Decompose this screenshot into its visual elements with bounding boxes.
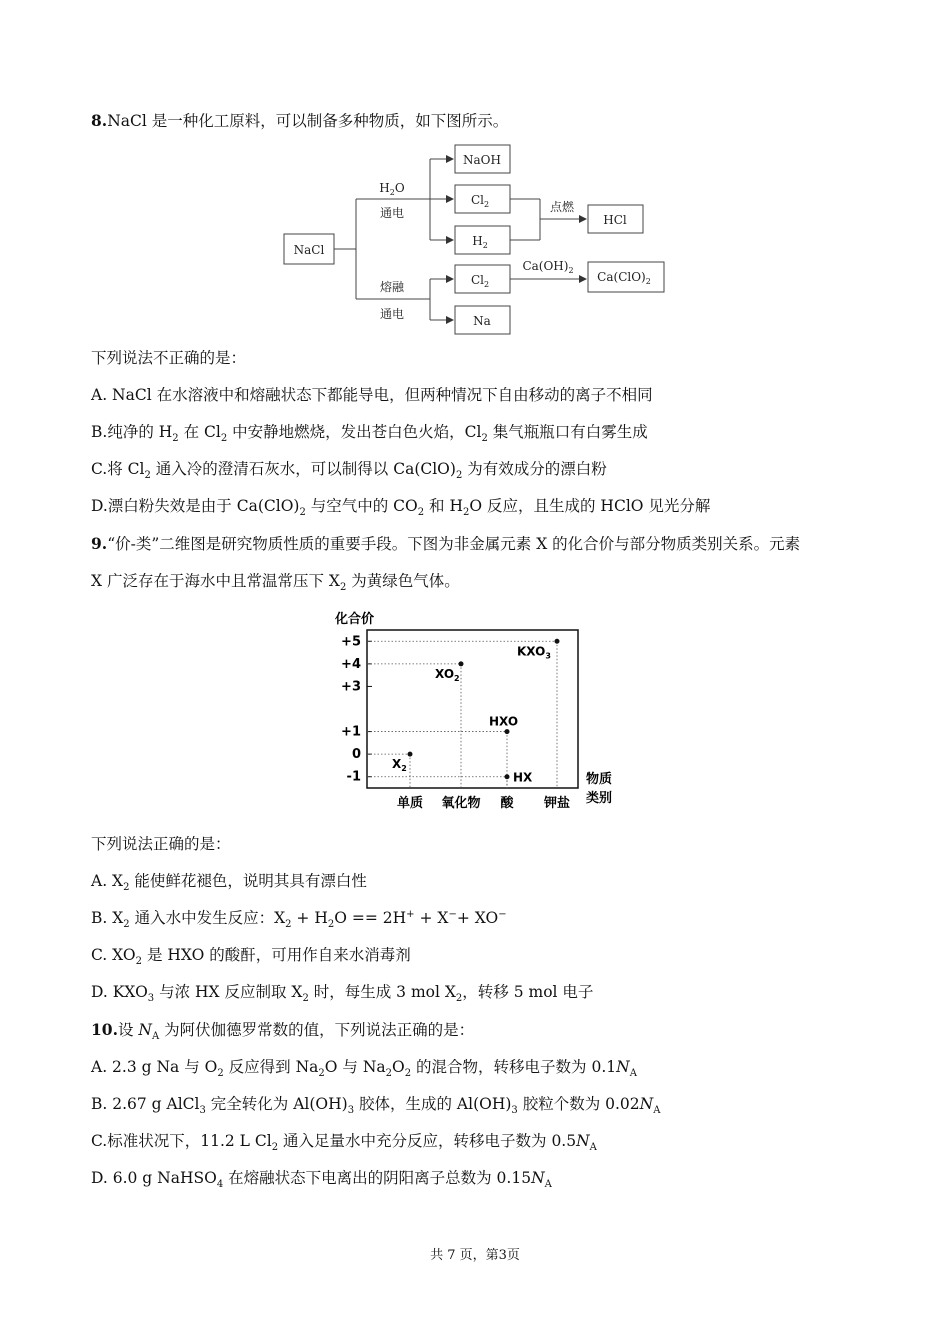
q9-stem-line1: 9.“价-类”二维图是研究物质性质的重要手段。下图为非金属元素 X 的化合价与部分物质类别关系。元素 <box>91 534 801 553</box>
cond-ignite: 点燃 <box>549 200 575 214</box>
box-hcl <box>588 205 643 233</box>
label-nacl: NaCl <box>293 243 325 257</box>
box-cl2-upper <box>455 185 510 213</box>
label-cl2-upper: $Cl_2$ <box>470 193 490 209</box>
chart-y-axis-label: 化合价 <box>335 612 375 627</box>
data-label: HX <box>513 770 533 785</box>
label-h2: $H_2$ <box>472 234 488 250</box>
y-tick-label: +4 <box>341 656 361 672</box>
data-label: $X_2$ <box>392 757 407 774</box>
q8-option-b: B.纯净的 $H_2$ 在 $Cl_2$ 中安静地燃烧，发出苍白色火焰，$Cl_2$ 集气瓶瓶口有白雾生成 <box>91 423 648 445</box>
cond-caoh2: $Ca(OH)_2$ <box>522 259 574 275</box>
q10-stem: 10.设 $N_A$ 为阿伏伽德罗常数的值，下列说法正确的是： <box>91 1020 475 1043</box>
box-nacl <box>284 234 334 264</box>
q9-option-d: D. $KXO_3$ 与浓 HX 反应制取 $X_2$ 时，每生成 3 mol $X_2$，转移 5 mol 电子 <box>91 983 594 1005</box>
x-tick-label: 钾盐 <box>543 796 571 811</box>
q9-stem-line2: X 广泛存在于海水中且常温常压下 $X_2$ 为黄绿色气体。 <box>91 572 460 594</box>
label-naoh: NaOH <box>463 153 501 167</box>
x-tick-label: 单质 <box>396 796 424 811</box>
y-tick-label: -1 <box>346 769 361 785</box>
label-cl2-lower: $Cl_2$ <box>470 273 490 289</box>
box-na <box>455 306 510 334</box>
box-cl2-lower <box>455 265 510 293</box>
q9-prompt: 下列说法正确的是： <box>91 835 231 853</box>
y-tick-label: +5 <box>341 634 361 650</box>
box-caclo2 <box>588 262 664 292</box>
cond-h2o: $H_2O$ <box>379 181 405 197</box>
data-point <box>459 661 464 666</box>
y-tick-label: +1 <box>341 724 361 740</box>
label-hcl: HCl <box>603 213 627 227</box>
y-tick-label: +3 <box>341 679 361 695</box>
data-point <box>408 752 413 757</box>
x-axis-label-line1: 物质 <box>586 772 613 787</box>
q10-option-c: C.标准状况下，11.2 L $Cl_2$ 通入足量水中充分反应，转移电子数为 $0.5N_A$ <box>91 1132 597 1154</box>
q8-option-a: A. NaCl 在水溶液中和熔融状态下都能导电，但两种情况下自由移动的离子不相同 <box>91 386 653 404</box>
chart-plot-frame <box>367 630 578 788</box>
box-h2 <box>455 226 510 254</box>
data-point <box>505 774 510 779</box>
q10-option-d: D. 6.0 g NaHSO$_4$ 在熔融状态下电离出的阴阳离子总数为 $0.15N_A$ <box>91 1169 552 1191</box>
cond-electrolysis-upper: 通电 <box>379 206 405 220</box>
chart-x-axis-label <box>586 771 612 806</box>
x-axis-label-line2: 类别 <box>586 791 613 806</box>
label-caclo2: $Ca(ClO)_2$ <box>597 270 651 286</box>
q10-option-a: A. 2.3 g Na 与 $O_2$ 反应得到 $Na_2O$ 与 $Na_2O_2$ 的混合物，转移电子数为 $0.1N_A$ <box>91 1058 637 1080</box>
data-point <box>505 729 510 734</box>
x-tick-label: 氧化物 <box>441 796 481 811</box>
q8-prompt: 下列说法不正确的是： <box>91 349 247 367</box>
data-label: $XO_2$ <box>435 666 460 683</box>
cond-electrolysis-lower: 通电 <box>379 307 405 321</box>
q9-option-c: C. $XO_2$ 是 HXO 的酸酐，可用作自来水消毒剂 <box>91 946 411 968</box>
q9-option-b: B. $X_2$ 通入水中发生反应：$X_2 + H_2O == 2H^+ + X^-+ XO^-$ <box>91 908 507 931</box>
q9-option-a: A. $X_2$ 能使鲜花褪色，说明其具有漂白性 <box>91 872 367 894</box>
q10-option-b: B. 2.67 g AlCl$_3$ 完全转化为 $Al(OH)_3$ 胶体，生成的 $Al(OH)_3$ 胶粒个数为 $0.02N_A$ <box>91 1095 661 1117</box>
cond-molten: 熔融 <box>379 280 405 294</box>
q8-option-d: D.漂白粉失效是由于 $Ca(ClO)_2$ 与空气中的 $CO_2$ 和 $H_2O$ 反应，且生成的 HClO 见光分解 <box>91 497 711 519</box>
q8-stem: 8.NaCl 是一种化工原料，可以制备多种物质，如下图所示。 <box>91 111 509 130</box>
box-naoh <box>455 145 510 173</box>
data-label: $KXO_3$ <box>517 644 551 661</box>
data-label: HXO <box>489 714 519 729</box>
y-tick-label: 0 <box>351 747 361 763</box>
x-tick-label: 酸 <box>500 796 514 811</box>
data-point <box>555 639 560 644</box>
q8-option-c: C.将 $Cl_2$ 通入冷的澄清石灰水，可以制得以 $Ca(ClO)_2$ 为有效成分的漂白粉 <box>91 460 607 482</box>
label-na: Na <box>473 314 491 328</box>
page-footer: 共 7 页，第3页 <box>430 1248 520 1263</box>
